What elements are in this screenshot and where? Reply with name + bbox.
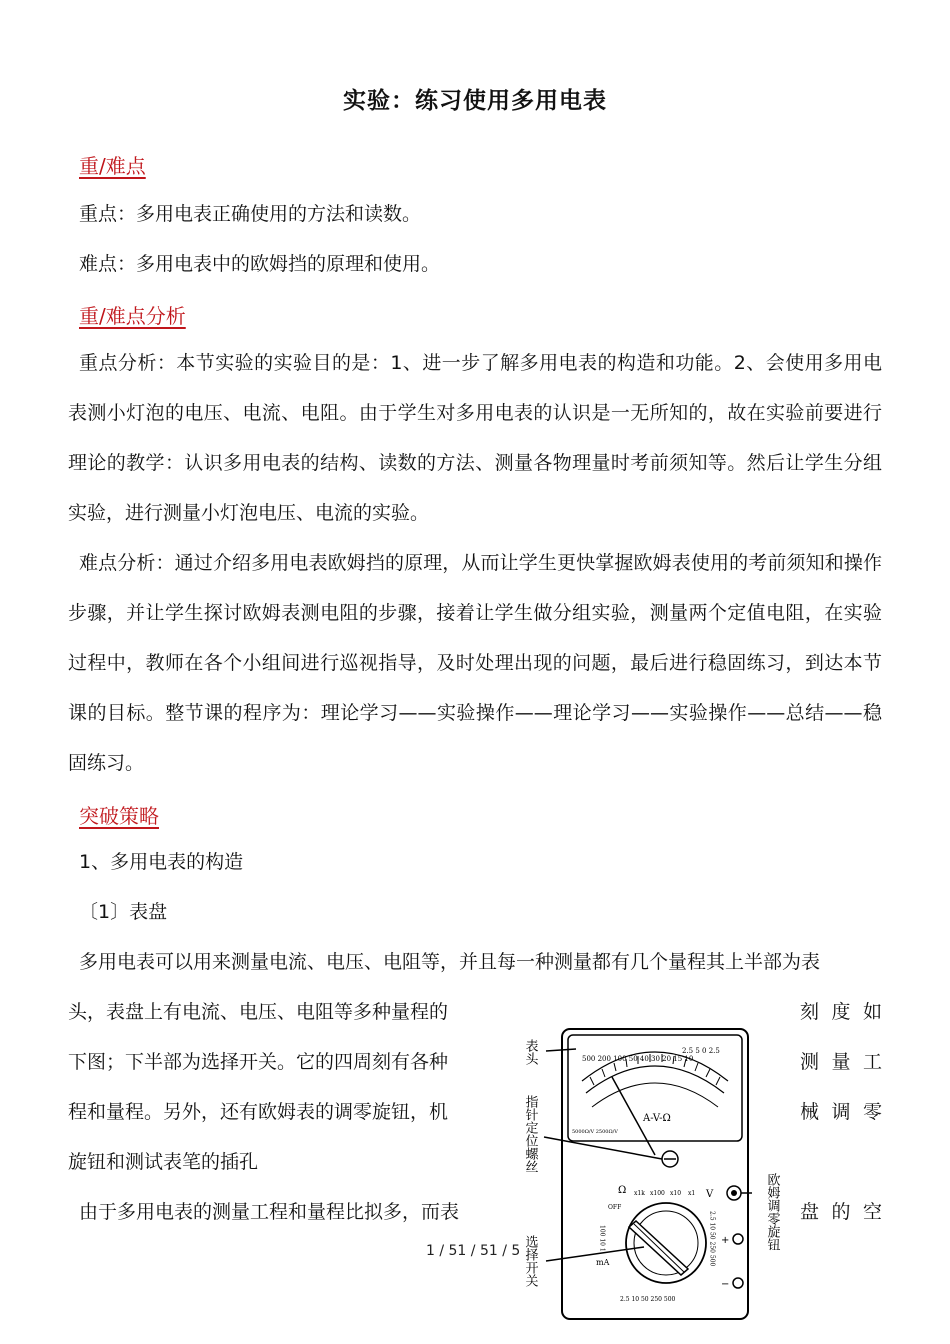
selector-off: OFF [608, 1204, 622, 1211]
jack-plus-label: + [721, 1235, 730, 1246]
item-heading: 1、多用电表的构造 [79, 851, 244, 873]
probe-jack-minus[interactable] [733, 1278, 743, 1288]
selector-volts-ac: V [706, 1189, 714, 1200]
body-line: 下图；下半部为选择开关。它的四周刻有各种 [68, 1051, 449, 1073]
page-number: 1 / 51 / 51 / 5 [426, 1243, 521, 1259]
section-heading-strategy: 突破策略 [79, 804, 159, 828]
section-heading-analysis: 重/难点分析 [79, 304, 186, 328]
body-line: 多用电表可以用来测量电流、电压、电阻等，并且每一种测量都有几个量程其上半部为表 [79, 951, 821, 973]
body-line: 由于多用电表的测量工程和量程比拟多，而表 [79, 1201, 460, 1223]
selector-omega: Ω [618, 1185, 627, 1196]
selector-x100: x100 [650, 1190, 665, 1197]
label-pointer-screw: 指针定位螺丝 [522, 1095, 538, 1173]
selector-x10: x10 [670, 1190, 682, 1197]
dial-sensitivity: 5000Ω/V 2500Ω/V [572, 1129, 618, 1135]
dial-scale-top: 2.5 5 0 2.5 [682, 1047, 720, 1055]
section-heading-key-difficult: 重/难点 [79, 154, 146, 178]
selector-bottom-values: 2.5 10 50 250 500 [620, 1296, 676, 1303]
body-line-right: 测量工 [800, 1051, 882, 1073]
key-analysis-paragraph: 重点分析：本节实验的实验目的是：1、进一步了解多用电表的构造和功能。2、会使用多用电表测小灯泡的电压、电流、电阻。由于学生对多用电表的认识是一无所知的，故在实验前要进行理论的教学：认识多用电表的结构、读数的方法、测量各物理量时考前须知等。然后让学生分组实验，进行测量小灯泡电压、电流的实验。 [68, 352, 882, 524]
selector-ma: mA [596, 1258, 610, 1267]
body-line-right: 刻度如 [800, 1001, 882, 1023]
probe-jack-plus[interactable] [733, 1234, 743, 1244]
selector-right-values: 2.5 10 50 250 500 [708, 1211, 716, 1267]
key-point: 重点：多用电表正确使用的方法和读数。 [79, 203, 422, 225]
jack-minus-label: − [721, 1279, 730, 1290]
body-line-right: 盘的空 [800, 1201, 882, 1223]
dial-label: A-V-Ω [643, 1113, 671, 1124]
label-selector-switch: 选择开关 [522, 1235, 538, 1287]
page-title: 实验：练习使用多用电表 [343, 88, 607, 114]
dial-scale-numbers: 500 200 100 50 40 30 20 15 10 [582, 1055, 694, 1063]
multimeter-figure [516, 1025, 786, 1325]
selector-x1: x1 [688, 1190, 696, 1197]
difficult-point: 难点：多用电表中的欧姆挡的原理和使用。 [79, 253, 441, 275]
label-ohm-zero-knob: 欧姆调零旋钮 [764, 1173, 780, 1251]
body-line: 头，表盘上有电流、电压、电阻等多种量程的 [68, 1001, 449, 1023]
body-line: 程和量程。另外，还有欧姆表的调零旋钮，机 [68, 1101, 449, 1123]
selector-left-values: 100 10 1 [598, 1225, 606, 1252]
sub-item-heading: 〔1〕表盘 [79, 901, 168, 923]
body-line-right: 械调零 [800, 1101, 882, 1123]
label-meter-head: 表头 [522, 1039, 538, 1065]
selector-switch[interactable] [626, 1203, 706, 1283]
body-line: 旋钮和测试表笔的插孔 [68, 1151, 259, 1173]
selector-x1k: x1k [634, 1190, 645, 1197]
difficult-analysis-paragraph: 难点分析：通过介绍多用电表欧姆挡的原理，从而让学生更快掌握欧姆表使用的考前须知和操作步骤，并让学生探讨欧姆表测电阻的步骤，接着让学生做分组实验，测量两个定值电阻，在实验过程中，教师在各个小组间进行巡视指导，及时处理出现的问题，最后进行稳固练习，到达本节课的目标。整节课的程序为：理论学习——实验操作——理论学习——实验操作——总结——稳固练习。 [68, 552, 882, 774]
